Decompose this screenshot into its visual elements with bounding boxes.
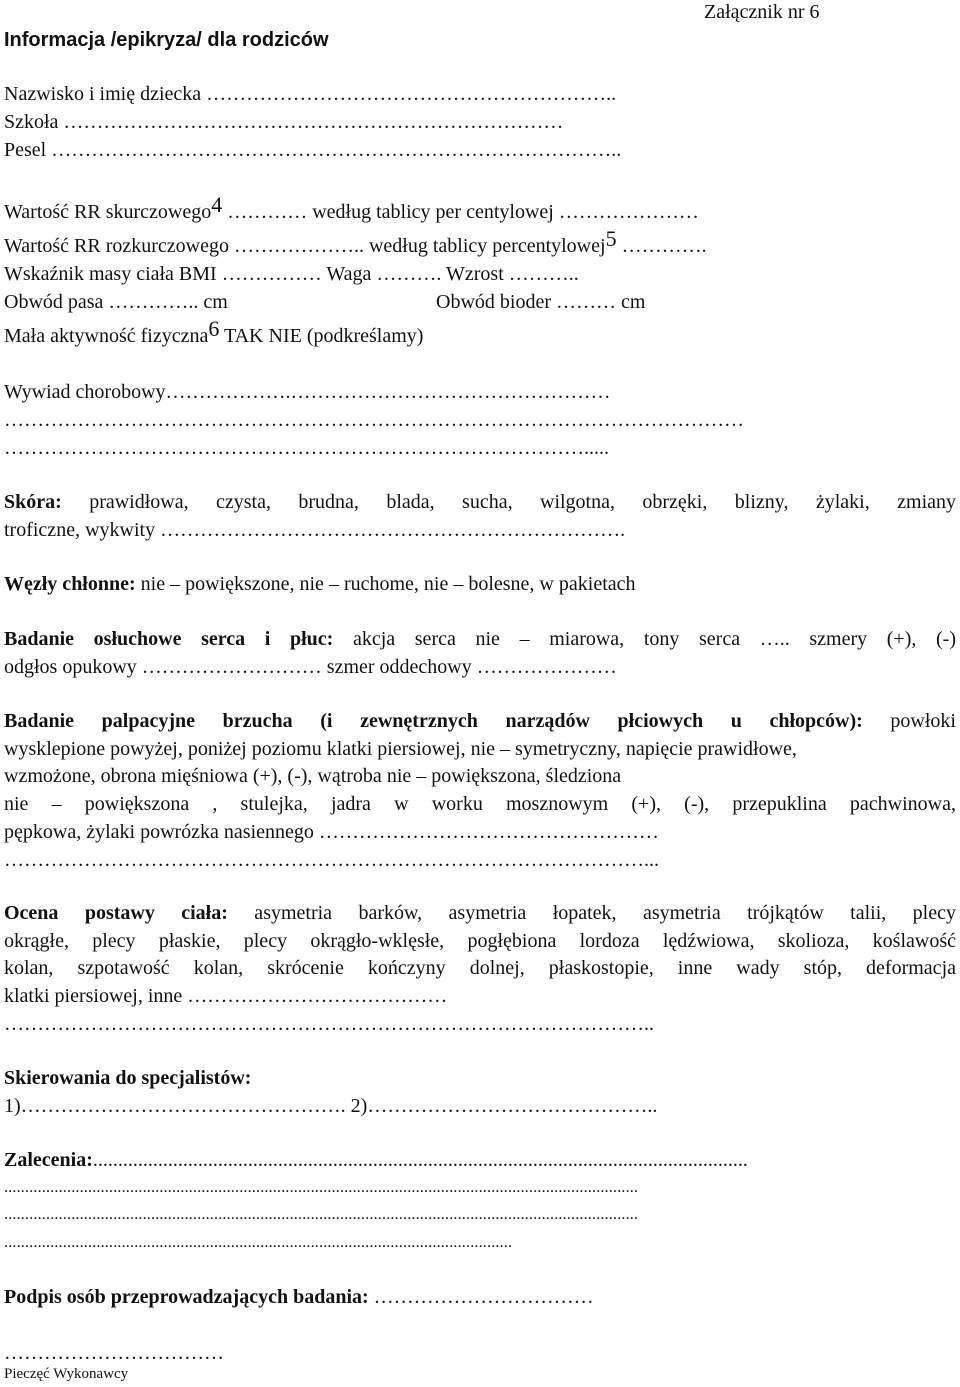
hips-field[interactable]: Obwód bioder ……… cm: [436, 291, 646, 313]
posture-section: [4, 901, 956, 925]
lymph-options: nie – powiększone, nie – ruchome, nie – bolesne, w pakietach: [135, 573, 636, 595]
abdomen-options-line: wysklepione powyżej, poniżej poziomu klatki piersiowej, nie – symetryczny, napięcie prawidłowe,: [4, 738, 797, 760]
bmi-weight-height-field[interactable]: Wskaźnik masy ciała BMI …………… Waga ………. Wzrost ………..: [4, 263, 579, 285]
abdomen-notes-field[interactable]: pępkowa, żylaki powrózka nasiennego ……………………………………………: [4, 821, 659, 843]
waist-field[interactable]: Obwód pasa ………….. cm: [4, 291, 228, 313]
systolic-label: Wartość RR skurczowego: [4, 201, 212, 223]
skin-section: [4, 490, 956, 514]
posture-label: Ocena postawy ciała:: [4, 902, 228, 924]
systolic-blank: ………… według tablicy per centylowej …………………: [222, 201, 699, 223]
recommendations-field[interactable]: [4, 1148, 748, 1172]
percussion-field[interactable]: odgłos opukowy ……………………… szmer oddechowy …………………: [4, 656, 617, 678]
annex-number: Załącznik nr 6: [704, 1, 820, 23]
document-title: Informacja /epikryza/ dla rodziców: [4, 29, 329, 51]
skin-label: Skóra:: [4, 491, 62, 513]
medical-history-line[interactable]: …………………………………………………………………………….....: [4, 437, 609, 459]
abdomen-label: Badanie palpacyjne brzucha (i zewnętrznych narządów płciowych u chłopców):: [4, 710, 863, 732]
pesel-field[interactable]: Pesel …………………………………………………………………………..: [4, 139, 622, 161]
diastolic-label: Wartość RR rozkurczowego ……………….. według tablicy percentylowej: [4, 235, 606, 257]
recommendations-dots: ...................................................................................................................................: [92, 1149, 748, 1171]
activity-options: TAK NIE (podkreślamy): [219, 325, 424, 347]
referrals-field[interactable]: 1)…………………………………………. 2)……………………………………..: [4, 1095, 658, 1117]
physical-activity-field[interactable]: [4, 316, 424, 348]
auscultation-options: akcja serca nie – miarowa, tony serca ….. szmery (+), (-): [333, 628, 956, 650]
abdomen-options-line: nie – powiększona , stulejka, jadra w worku mosznowym (+), (-), przepuklina pachwinowa,: [4, 793, 956, 815]
signature-dots: ……………………………: [368, 1286, 594, 1308]
skin-options: prawidłowa, czysta, brudna, blada, sucha, wilgotna, obrzęki, blizny, żylaki, zmiany: [61, 491, 956, 513]
medical-history-field[interactable]: Wywiad chorobowy……………….…………………………………………: [4, 381, 611, 403]
child-name-field[interactable]: Nazwisko i imię dziecka ……………………………………………………..: [4, 83, 617, 105]
auscultation-section: [4, 627, 956, 651]
signature-label: Podpis osób przeprowadzających badania:: [4, 1286, 369, 1308]
footnote-marker: 5: [605, 226, 617, 251]
referrals-label: Skierowania do specjalistów:: [4, 1067, 252, 1089]
abdomen-options: powłoki: [862, 710, 956, 732]
stamp-dots[interactable]: ……………………………: [4, 1342, 224, 1364]
activity-label: Mała aktywność fizyczna: [4, 325, 209, 347]
medical-history-line[interactable]: …………………………………………………………………………………………………: [4, 409, 744, 431]
abdomen-notes-line[interactable]: ……………………………………………………………………………………...: [4, 849, 659, 871]
systolic-bp-field[interactable]: [4, 192, 699, 224]
lymph-label: Węzły chłonne:: [4, 573, 136, 595]
recommendations-line[interactable]: .......................................................................................................................................................: [4, 1179, 639, 1196]
footnote-marker: 6: [208, 316, 220, 341]
footnote-marker: 4: [211, 192, 223, 217]
signature-field[interactable]: [4, 1285, 594, 1309]
posture-other-line[interactable]: ……………………………………………………………………………………..: [4, 1013, 654, 1035]
skin-options-cont[interactable]: troficzne, wykwity …………………………………………………………….: [4, 519, 626, 541]
auscultation-label: Badanie osłuchowe serca i płuc:: [4, 628, 334, 650]
posture-options: asymetria barków, asymetria łopatek, asymetria trójkątów talii, plecy: [227, 902, 956, 924]
lymph-section: [4, 572, 636, 596]
posture-other-field[interactable]: klatki piersiowej, inne …………………………………: [4, 985, 448, 1007]
stamp-label: Pieczęć Wykonawcy: [4, 1366, 129, 1382]
recommendations-line[interactable]: .......................................................................................................................................................: [4, 1206, 639, 1223]
abdomen-section: [4, 709, 956, 733]
diastolic-blank: ………….: [616, 235, 707, 257]
posture-options-line: okrągłe, plecy płaskie, plecy okrągło-wklęsłe, pogłębiona lordoza lędźwiowa, skolioza, koślawość: [4, 930, 956, 952]
school-field[interactable]: Szkoła …………………………………………………………………: [4, 111, 564, 133]
recommendations-label: Zalecenia:: [4, 1149, 93, 1171]
diastolic-bp-field[interactable]: [4, 226, 707, 258]
posture-options-line: kolan, szpotawość kolan, skrócenie kończyny dolnej, płaskostopie, inne wady stóp, deformacja: [4, 957, 956, 979]
abdomen-options-line: wzmożone, obrona mięśniowa (+), (-), wątroba nie – powiększona, śledziona: [4, 765, 622, 787]
recommendations-line[interactable]: .........................................................................................................................: [4, 1234, 513, 1251]
